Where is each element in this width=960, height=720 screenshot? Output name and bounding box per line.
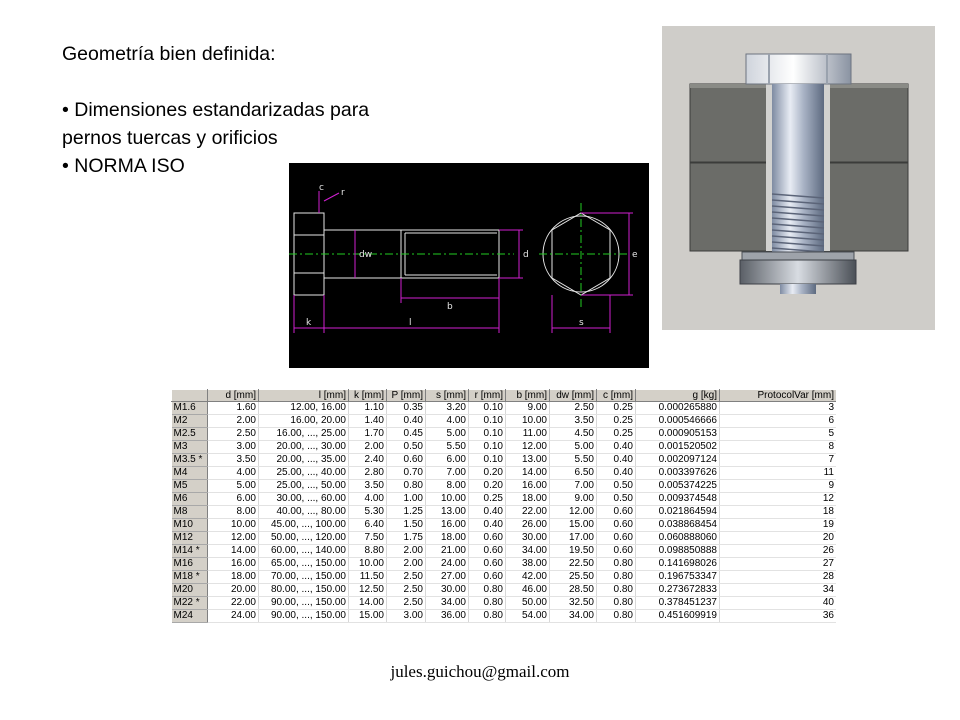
table-cell[interactable]: 6 (720, 415, 837, 428)
table-cell[interactable]: 18.00 (208, 571, 259, 584)
table-cell[interactable]: 0.25 (597, 428, 636, 441)
label-dw: dw (359, 250, 373, 260)
table-cell[interactable]: 0.10 (469, 454, 506, 467)
table-cell[interactable]: 0.10 (469, 402, 506, 415)
table-cell[interactable]: 2.50 (387, 571, 426, 584)
table-cell[interactable]: 90.00, ..., 150.00 (259, 597, 349, 610)
table-cell[interactable]: 65.00, ..., 150.00 (259, 558, 349, 571)
table-cell[interactable]: 25.00, ..., 50.00 (259, 480, 349, 493)
table-cell[interactable]: 0.10 (469, 415, 506, 428)
table-cell[interactable]: 16.00, 20.00 (259, 415, 349, 428)
bolt-assembly-image (662, 26, 935, 330)
table-cell[interactable]: 3.50 (349, 480, 387, 493)
table-cell[interactable]: 36 (720, 610, 837, 623)
table-cell[interactable]: 0.000265880 (636, 402, 720, 415)
table-cell[interactable]: 16.00 (208, 558, 259, 571)
table-cell[interactable]: 22.00 (506, 506, 550, 519)
table-cell[interactable]: 0.40 (387, 415, 426, 428)
table-cell[interactable]: 0.000905153 (636, 428, 720, 441)
table-cell[interactable]: 3.50 (550, 415, 597, 428)
table-cell[interactable]: 22.50 (550, 558, 597, 571)
table-cell[interactable]: 1.10 (349, 402, 387, 415)
table-cell[interactable]: 1.25 (387, 506, 426, 519)
table-cell[interactable]: 14.00 (506, 467, 550, 480)
table-cell[interactable]: 0.141698026 (636, 558, 720, 571)
table-cell[interactable]: 6.50 (550, 467, 597, 480)
table-cell[interactable]: 2.00 (387, 545, 426, 558)
table-cell[interactable]: 0.50 (597, 480, 636, 493)
table-cell[interactable]: 22.00 (208, 597, 259, 610)
table-cell[interactable]: 13.00 (506, 454, 550, 467)
row-header[interactable]: M3.5 * (172, 454, 208, 467)
table-cell[interactable]: 13.00 (426, 506, 469, 519)
table-cell[interactable]: 21.00 (426, 545, 469, 558)
table-cell[interactable]: 0.196753347 (636, 571, 720, 584)
table-cell[interactable]: 0.80 (597, 571, 636, 584)
table-cell[interactable]: 8.00 (426, 480, 469, 493)
table-row[interactable] (172, 402, 837, 415)
table-cell[interactable]: 12.50 (349, 584, 387, 597)
table-cell[interactable]: 19 (720, 519, 837, 532)
table-cell[interactable]: 0.60 (597, 532, 636, 545)
table-cell[interactable]: 10.00 (349, 558, 387, 571)
label-e: e (632, 250, 638, 260)
table-cell[interactable]: 42.00 (506, 571, 550, 584)
table-cell[interactable]: 10.00 (208, 519, 259, 532)
table-cell[interactable]: 0.038868454 (636, 519, 720, 532)
table-cell[interactable]: 70.00, ..., 150.00 (259, 571, 349, 584)
table-cell[interactable]: 0.25 (469, 493, 506, 506)
table-cell[interactable]: 28.50 (550, 584, 597, 597)
table-row[interactable] (172, 519, 837, 532)
table-cell[interactable]: 12.00, 16.00 (259, 402, 349, 415)
table-cell[interactable]: 25.00, ..., 40.00 (259, 467, 349, 480)
bolt-technical-drawing (289, 163, 649, 368)
table-cell[interactable]: 15.00 (550, 519, 597, 532)
table-cell[interactable]: 0.005374225 (636, 480, 720, 493)
table-cell[interactable]: 1.70 (349, 428, 387, 441)
table-cell[interactable]: 7.50 (349, 532, 387, 545)
author-email: jules.guichou@gmail.com (390, 662, 570, 681)
table-cell[interactable]: 0.25 (597, 402, 636, 415)
table-row[interactable] (172, 415, 837, 428)
table-cell[interactable]: 0.40 (597, 454, 636, 467)
table-cell[interactable]: 0.60 (597, 519, 636, 532)
column-header[interactable]: dw [mm] (550, 390, 597, 402)
table-cell[interactable]: 0.70 (387, 467, 426, 480)
table-cell[interactable]: 0.35 (387, 402, 426, 415)
table-cell[interactable]: 0.25 (597, 415, 636, 428)
table-cell[interactable]: 54.00 (506, 610, 550, 623)
intro-text (62, 40, 369, 180)
column-header[interactable]: g [kg] (636, 390, 720, 402)
column-header[interactable]: c [mm] (597, 390, 636, 402)
table-cell[interactable]: 14.00 (349, 597, 387, 610)
table-cell[interactable]: 90.00, ..., 150.00 (259, 610, 349, 623)
table-cell[interactable]: 0.80 (597, 597, 636, 610)
table-cell[interactable]: 7.00 (550, 480, 597, 493)
table-cell[interactable]: 3.20 (426, 402, 469, 415)
table-cell[interactable]: 12.00 (506, 441, 550, 454)
table-row[interactable] (172, 441, 837, 454)
table-cell[interactable]: 30.00 (426, 584, 469, 597)
column-header[interactable]: k [mm] (349, 390, 387, 402)
table-cell[interactable]: 0.60 (597, 545, 636, 558)
table-cell[interactable]: 0.378451237 (636, 597, 720, 610)
table-cell[interactable]: 0.40 (597, 441, 636, 454)
row-header[interactable]: M16 (172, 558, 208, 571)
label-l: l (409, 318, 412, 328)
column-header[interactable]: r [mm] (469, 390, 506, 402)
table-cell[interactable]: 34.00 (550, 610, 597, 623)
table-cell[interactable]: 1.40 (349, 415, 387, 428)
column-header[interactable]: d [mm] (208, 390, 259, 402)
table-cell[interactable]: 0.80 (597, 584, 636, 597)
table-cell[interactable]: 0.80 (469, 610, 506, 623)
table-cell[interactable]: 30.00 (506, 532, 550, 545)
table-cell[interactable]: 2.00 (387, 558, 426, 571)
row-header[interactable]: M14 * (172, 545, 208, 558)
table-cell[interactable]: 32.50 (550, 597, 597, 610)
row-header[interactable]: M4 (172, 467, 208, 480)
table-cell[interactable]: 16.00 (426, 519, 469, 532)
row-header[interactable]: M5 (172, 480, 208, 493)
table-cell[interactable]: 0.60 (469, 545, 506, 558)
table-cell[interactable]: 40 (720, 597, 837, 610)
table-cell[interactable]: 0.50 (387, 441, 426, 454)
table-cell[interactable]: 7 (720, 454, 837, 467)
table-cell[interactable]: 26.00 (506, 519, 550, 532)
table-row[interactable] (172, 480, 837, 493)
column-header[interactable]: s [mm] (426, 390, 469, 402)
table-row[interactable] (172, 597, 837, 610)
table-cell[interactable]: 50.00, ..., 120.00 (259, 532, 349, 545)
label-c: c (319, 183, 324, 193)
table-cell[interactable]: 25.50 (550, 571, 597, 584)
label-d: d (523, 250, 529, 260)
table-row[interactable] (172, 571, 837, 584)
table-cell[interactable]: 30.00, ..., 60.00 (259, 493, 349, 506)
label-k: k (306, 318, 312, 328)
table-cell[interactable]: 15.00 (349, 610, 387, 623)
row-header[interactable]: M6 (172, 493, 208, 506)
table-cell[interactable]: 3 (720, 402, 837, 415)
table-row[interactable] (172, 493, 837, 506)
table-cell[interactable]: 2.00 (208, 415, 259, 428)
table-cell[interactable]: 6.40 (349, 519, 387, 532)
table-cell[interactable]: 27.00 (426, 571, 469, 584)
table-cell[interactable]: 18.00 (506, 493, 550, 506)
table-cell[interactable]: 0.021864594 (636, 506, 720, 519)
table-cell[interactable]: 0.20 (469, 467, 506, 480)
label-r: r (341, 188, 345, 198)
table-cell[interactable]: 4.50 (550, 428, 597, 441)
table-cell[interactable]: 0.80 (387, 480, 426, 493)
table-cell[interactable]: 9.00 (550, 493, 597, 506)
table-cell[interactable]: 19.50 (550, 545, 597, 558)
table-cell[interactable]: 5.50 (550, 454, 597, 467)
table-cell[interactable]: 17.00 (550, 532, 597, 545)
table-cell[interactable]: 45.00, ..., 100.00 (259, 519, 349, 532)
table-cell[interactable]: 24.00 (426, 558, 469, 571)
table-cell[interactable]: 0.80 (469, 597, 506, 610)
table-cell[interactable]: 0.098850888 (636, 545, 720, 558)
table-cell[interactable]: 0.000546666 (636, 415, 720, 428)
table-cell[interactable]: 7.00 (426, 467, 469, 480)
table-cell[interactable]: 10.00 (506, 415, 550, 428)
table-cell[interactable]: 0.40 (469, 506, 506, 519)
table-cell[interactable]: 2.00 (349, 441, 387, 454)
table-cell[interactable]: 18.00 (426, 532, 469, 545)
table-cell[interactable]: 9 (720, 480, 837, 493)
table-cell[interactable]: 2.50 (208, 428, 259, 441)
table-row[interactable] (172, 506, 837, 519)
table-cell[interactable]: 0.060888060 (636, 532, 720, 545)
intro-heading: Geometría bien definida: (62, 43, 276, 65)
row-header[interactable]: M12 (172, 532, 208, 545)
column-header[interactable]: l [mm] (259, 390, 349, 402)
row-header[interactable]: M18 * (172, 571, 208, 584)
table-cell[interactable]: 0.60 (387, 454, 426, 467)
label-s: s (579, 318, 584, 328)
bullet-dimensions-continued: pernos tuercas y orificios (62, 127, 278, 149)
table-cell[interactable]: 10.00 (426, 493, 469, 506)
table-cell[interactable]: 2.40 (349, 454, 387, 467)
table-cell[interactable]: 5.00 (550, 441, 597, 454)
row-header[interactable]: M8 (172, 506, 208, 519)
table-cell[interactable]: 0.50 (597, 493, 636, 506)
table-cell[interactable]: 6.00 (426, 454, 469, 467)
table-cell[interactable]: 0.40 (469, 519, 506, 532)
table-cell[interactable]: 2.50 (387, 584, 426, 597)
bolt-dimensions-grid (171, 389, 836, 623)
table-row[interactable] (172, 545, 837, 558)
table-cell[interactable]: 50.00 (506, 597, 550, 610)
row-header[interactable]: M2.5 (172, 428, 208, 441)
table-row[interactable] (172, 610, 837, 623)
table-cell[interactable]: 5.50 (426, 441, 469, 454)
row-header[interactable]: M20 (172, 584, 208, 597)
table-cell[interactable]: 20.00, ..., 30.00 (259, 441, 349, 454)
table-cell[interactable]: 11 (720, 467, 837, 480)
table-cell[interactable]: 0.80 (597, 558, 636, 571)
table-cell[interactable]: 12.00 (208, 532, 259, 545)
column-header[interactable]: P [mm] (387, 390, 426, 402)
table-cell[interactable]: 14.00 (208, 545, 259, 558)
table-cell[interactable]: 4.00 (208, 467, 259, 480)
table-cell[interactable]: 20.00, ..., 35.00 (259, 454, 349, 467)
bullet-dimensions: • Dimensiones estandarizadas para (62, 96, 369, 124)
table-cell[interactable]: 3.00 (208, 441, 259, 454)
table-cell[interactable]: 0.001520502 (636, 441, 720, 454)
table-cell[interactable]: 5.00 (208, 480, 259, 493)
row-header[interactable]: M22 * (172, 597, 208, 610)
table-cell[interactable]: 46.00 (506, 584, 550, 597)
table-row[interactable] (172, 558, 837, 571)
row-header[interactable]: M2 (172, 415, 208, 428)
table-cell[interactable]: 0.20 (469, 480, 506, 493)
column-header[interactable] (172, 390, 208, 402)
row-header[interactable]: M10 (172, 519, 208, 532)
table-cell[interactable]: 8.80 (349, 545, 387, 558)
table-cell[interactable]: 0.45 (387, 428, 426, 441)
table-cell[interactable]: 5.30 (349, 506, 387, 519)
table-cell[interactable]: 18 (720, 506, 837, 519)
table-cell[interactable]: 9.00 (506, 402, 550, 415)
row-header[interactable]: M1.6 (172, 402, 208, 415)
table-cell[interactable]: 34.00 (426, 597, 469, 610)
table-cell[interactable]: 38.00 (506, 558, 550, 571)
table-row[interactable] (172, 454, 837, 467)
table-cell[interactable]: 0.003397626 (636, 467, 720, 480)
table-row[interactable] (172, 532, 837, 545)
table-cell[interactable]: 16.00 (506, 480, 550, 493)
row-header[interactable]: M24 (172, 610, 208, 623)
table-cell[interactable]: 1.75 (387, 532, 426, 545)
table-cell[interactable]: 5 (720, 428, 837, 441)
table-cell[interactable]: 8.00 (208, 506, 259, 519)
table-cell[interactable]: 36.00 (426, 610, 469, 623)
table-cell[interactable]: 1.00 (387, 493, 426, 506)
table-row[interactable] (172, 584, 837, 597)
table-row[interactable] (172, 428, 837, 441)
table-cell[interactable]: 20.00 (208, 584, 259, 597)
table-cell[interactable]: 2.80 (349, 467, 387, 480)
table-cell[interactable]: 2.50 (550, 402, 597, 415)
table-cell[interactable]: 27 (720, 558, 837, 571)
table-cell[interactable]: 12 (720, 493, 837, 506)
table-cell[interactable]: 80.00, ..., 150.00 (259, 584, 349, 597)
table-cell[interactable]: 3.00 (387, 610, 426, 623)
table-cell[interactable]: 0.40 (597, 467, 636, 480)
table-cell[interactable]: 0.451609919 (636, 610, 720, 623)
bullet-iso: • NORMA ISO (62, 152, 369, 180)
table-cell[interactable]: 34.00 (506, 545, 550, 558)
table-cell[interactable]: 8 (720, 441, 837, 454)
table-cell[interactable]: 5.00 (426, 428, 469, 441)
table-cell[interactable]: 4.00 (349, 493, 387, 506)
table-cell[interactable]: 4.00 (426, 415, 469, 428)
table-cell[interactable]: 0.10 (469, 441, 506, 454)
table-cell[interactable]: 11.50 (349, 571, 387, 584)
table-cell[interactable]: 6.00 (208, 493, 259, 506)
table-cell[interactable]: 2.50 (387, 597, 426, 610)
table-cell[interactable]: 24.00 (208, 610, 259, 623)
table-cell[interactable]: 28 (720, 571, 837, 584)
iso-bolt-table (171, 389, 836, 649)
row-header[interactable]: M3 (172, 441, 208, 454)
table-cell[interactable]: 0.60 (469, 532, 506, 545)
column-header[interactable]: ProtocolVar [mm] (720, 390, 837, 402)
table-cell[interactable]: 12.00 (550, 506, 597, 519)
table-cell[interactable]: 0.60 (469, 558, 506, 571)
table-cell[interactable]: 16.00, ..., 25.00 (259, 428, 349, 441)
table-cell[interactable]: 0.80 (597, 610, 636, 623)
table-cell[interactable]: 26 (720, 545, 837, 558)
table-row[interactable] (172, 467, 837, 480)
column-header[interactable]: b [mm] (506, 390, 550, 402)
table-cell[interactable]: 11.00 (506, 428, 550, 441)
table-cell[interactable]: 1.50 (387, 519, 426, 532)
table-cell[interactable]: 34 (720, 584, 837, 597)
table-cell[interactable]: 60.00, ..., 140.00 (259, 545, 349, 558)
table-cell[interactable]: 1.60 (208, 402, 259, 415)
table-cell[interactable]: 3.50 (208, 454, 259, 467)
table-cell[interactable]: 0.273672833 (636, 584, 720, 597)
table-cell[interactable]: 0.009374548 (636, 493, 720, 506)
table-cell[interactable]: 40.00, ..., 80.00 (259, 506, 349, 519)
table-cell[interactable]: 0.002097124 (636, 454, 720, 467)
label-b: b (447, 302, 453, 312)
table-cell[interactable]: 20 (720, 532, 837, 545)
table-cell[interactable]: 0.60 (597, 506, 636, 519)
table-cell[interactable]: 0.60 (469, 571, 506, 584)
table-cell[interactable]: 0.10 (469, 428, 506, 441)
table-cell[interactable]: 0.80 (469, 584, 506, 597)
